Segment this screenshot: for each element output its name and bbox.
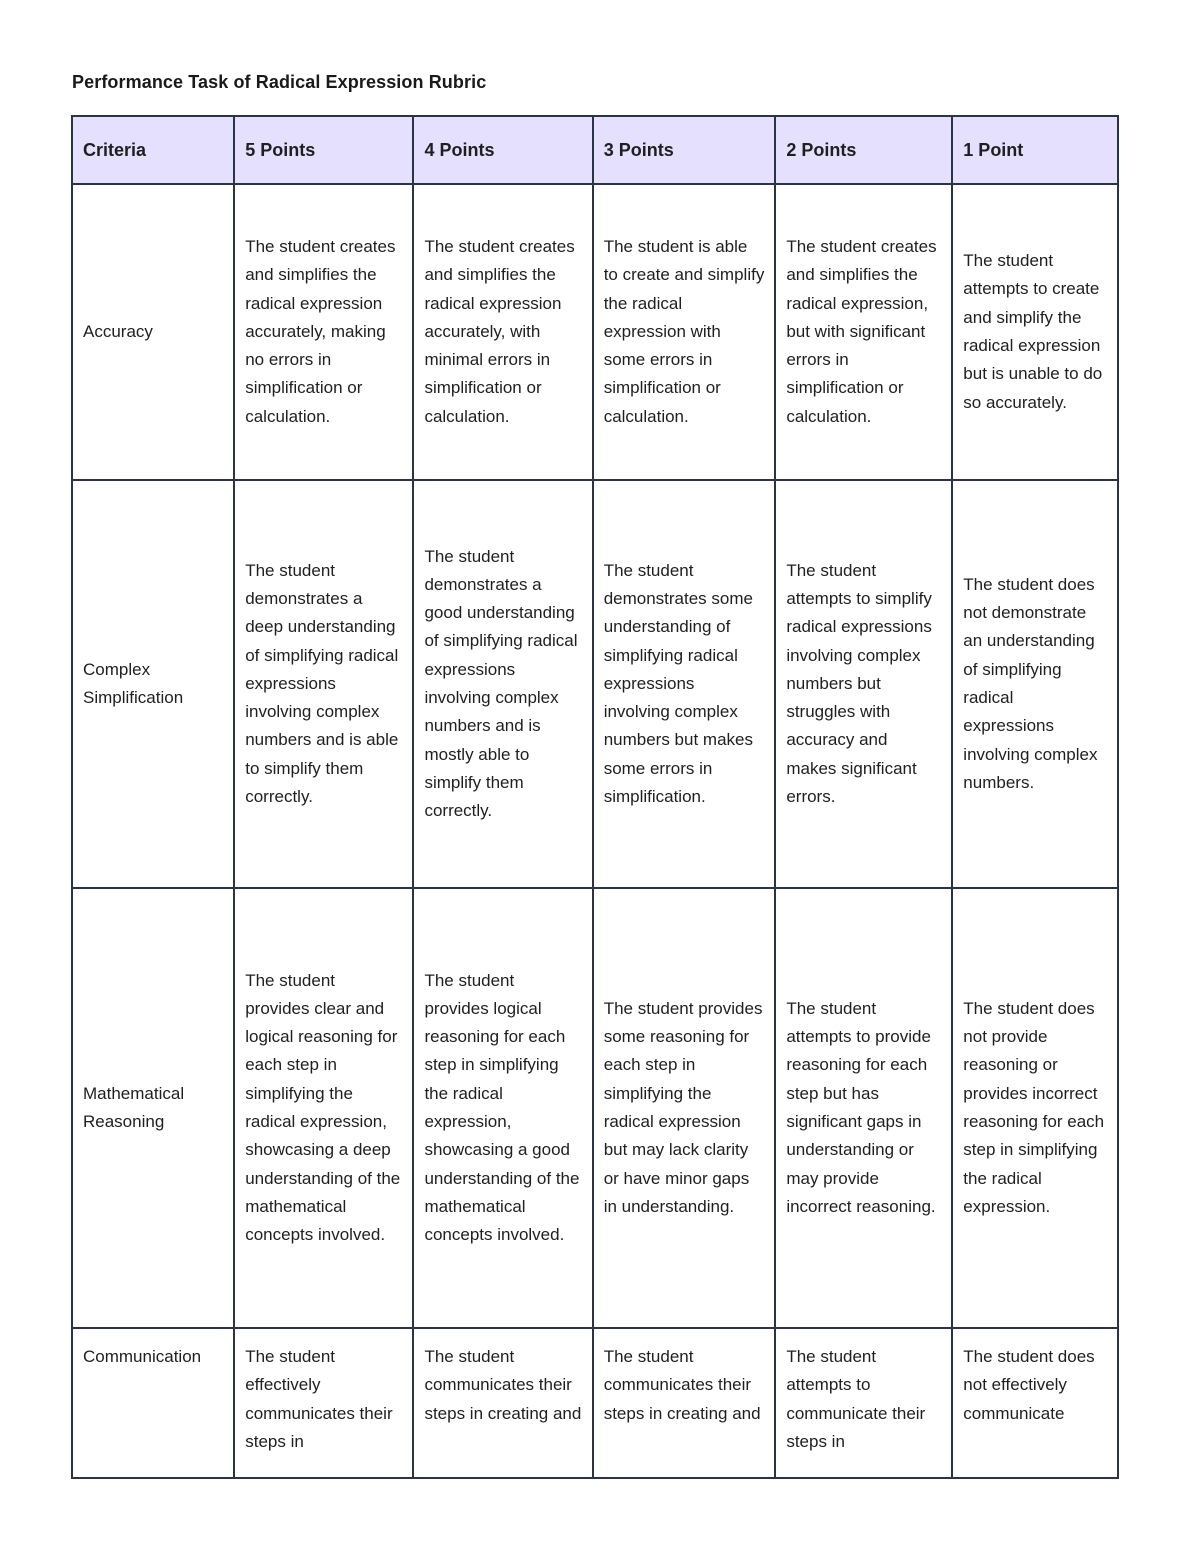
rubric-cell: The student communicates their steps in creating and: [413, 1328, 592, 1478]
rubric-cell: The student attempts to communicate their steps in: [775, 1328, 952, 1478]
rubric-cell: The student does not effectively communicate: [952, 1328, 1118, 1478]
rubric-cell: The student demonstrates a deep understanding of simplifying radical expressions involving complex numbers and is able to simplify them correctly.: [234, 480, 413, 888]
rubric-cell: The student does not demonstrate an understanding of simplifying radical expressions involving complex numbers.: [952, 480, 1118, 888]
table-row: [72, 480, 1118, 888]
rubric-cell: The student does not provide reasoning or provides incorrect reasoning for each step in simplifying the radical expression.: [952, 888, 1118, 1328]
header-row: [72, 116, 1118, 184]
rubric-cell: The student provides logical reasoning for each step in simplifying the radical expression, showcasing a good understanding of the mathematical concepts involved.: [413, 888, 592, 1328]
rubric-cell: The student provides some reasoning for each step in simplifying the radical expression but may lack clarity or have minor gaps in understanding.: [593, 888, 776, 1328]
rubric-cell: The student attempts to simplify radical expressions involving complex numbers but struggles with accuracy and makes significant errors.: [775, 480, 952, 888]
header-criteria: Criteria: [72, 116, 234, 184]
header-1-point: 1 Point: [952, 116, 1118, 184]
rubric-cell: The student effectively communicates their steps in: [234, 1328, 413, 1478]
rubric-table: [71, 115, 1119, 1479]
header-3-points: 3 Points: [593, 116, 776, 184]
rubric-cell: The student creates and simplifies the radical expression accurately, with minimal errors in simplification or calculation.: [413, 184, 592, 480]
criterion-cell: Complex Simplification: [72, 480, 234, 888]
rubric-cell: The student demonstrates some understanding of simplifying radical expressions involving complex numbers but makes some errors in simplification.: [593, 480, 776, 888]
rubric-cell: The student provides clear and logical reasoning for each step in simplifying the radical expression, showcasing a deep understanding of the mathematical concepts involved.: [234, 888, 413, 1328]
rubric-cell: The student communicates their steps in creating and: [593, 1328, 776, 1478]
table-row: [72, 184, 1118, 480]
table-row: [72, 1328, 1118, 1478]
rubric-cell: The student is able to create and simplify the radical expression with some errors in simplification or calculation.: [593, 184, 776, 480]
header-4-points: 4 Points: [413, 116, 592, 184]
header-2-points: 2 Points: [775, 116, 952, 184]
rubric-cell: The student creates and simplifies the radical expression accurately, making no errors in simplification or calculation.: [234, 184, 413, 480]
document-title: Performance Task of Radical Expression Rubric: [72, 72, 487, 92]
rubric-cell: The student attempts to provide reasoning for each step but has significant gaps in understanding or may provide incorrect reasoning.: [775, 888, 952, 1328]
criterion-cell: Communication: [72, 1328, 234, 1478]
criterion-cell: Mathematical Reasoning: [72, 888, 234, 1328]
criterion-cell: Accuracy: [72, 184, 234, 480]
table-row: [72, 888, 1118, 1328]
rubric-cell: The student demonstrates a good understanding of simplifying radical expressions involving complex numbers and is mostly able to simplify them correctly.: [413, 480, 592, 888]
rubric-cell: The student attempts to create and simplify the radical expression but is unable to do so accurately.: [952, 184, 1118, 480]
header-5-points: 5 Points: [234, 116, 413, 184]
rubric-cell: The student creates and simplifies the radical expression, but with significant errors in simplification or calculation.: [775, 184, 952, 480]
